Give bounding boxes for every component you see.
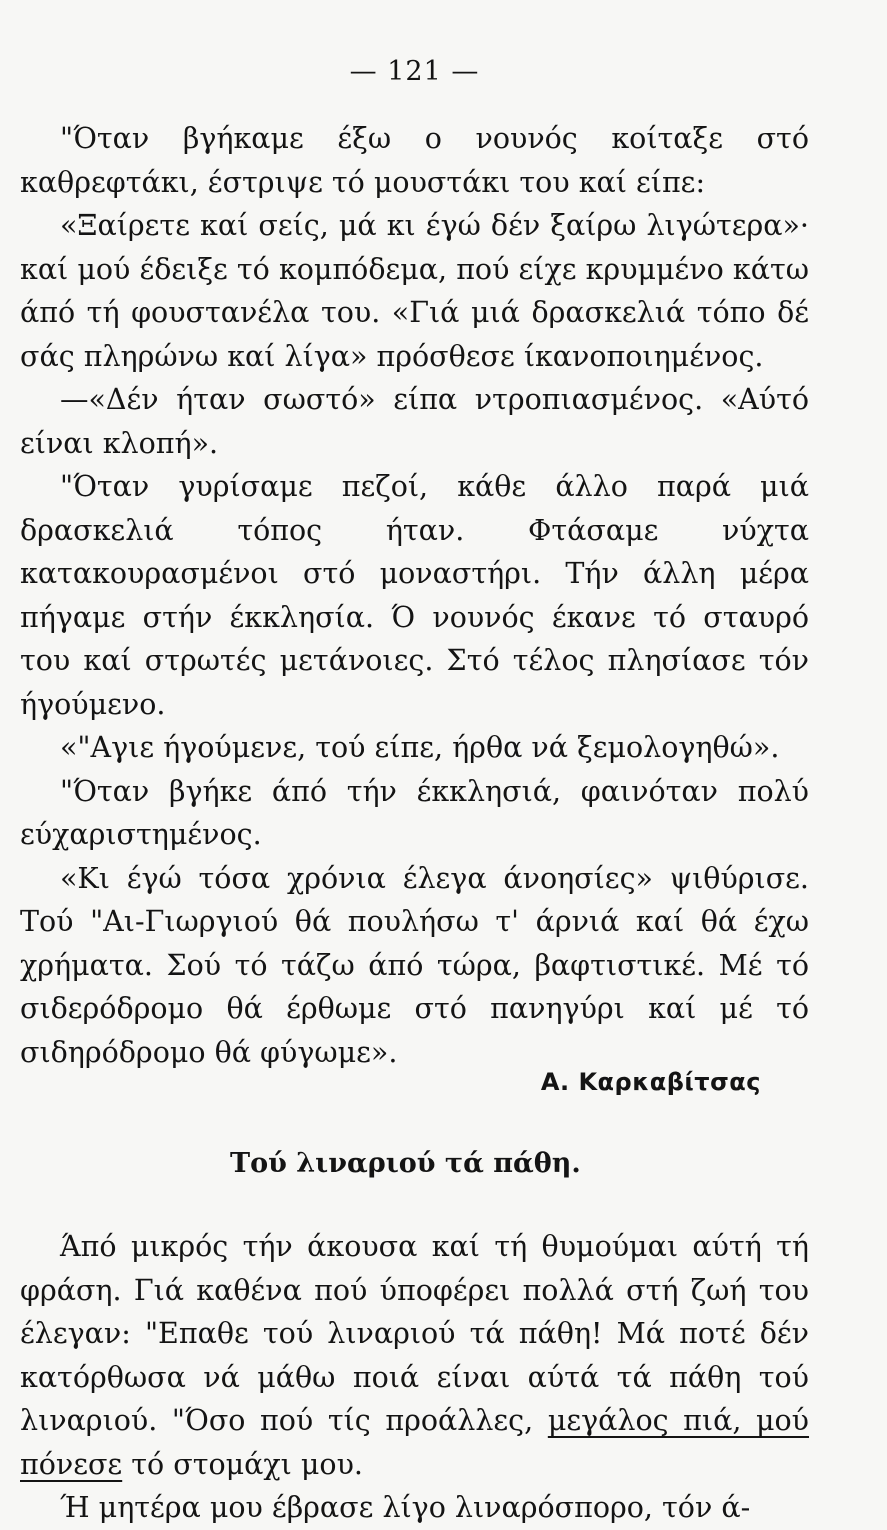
paragraph: «"Αγιε ήγούμενε, τού είπε, ήρθα νά ξεμολογηθώ». [60, 731, 780, 764]
paragraph-text: τό στομάχι μου. [122, 1447, 363, 1481]
page-number: — 121 — [349, 56, 480, 87]
paragraph: "Όταν βγήκε άπό τήν έκκλησιά, φαινόταν πολύ εύχαριστημένος. [20, 774, 809, 851]
paragraph [20, 1225, 809, 1486]
paragraph: —«Δέν ήταν σωστό» είπα ντροπιασμένος. «Αύτό είναι κλοπή». [20, 383, 809, 460]
paragraph: «Κι έγώ τόσα χρόνια έλεγα άνοησίες» ψιθύρισε. Τού "Αι-Γιωργιού θά πουλήσω τ' άρνιά καί θά έχω χρήματα. Σού τό τάζω άπό τώρα, βαφτιστικέ. Μέ τό σιδερόδρομο θά έρθωμε στό πανηγύρι καί μέ τό σιδηρόδρομο θά φύγωμε». [20, 861, 809, 1069]
section-heading: Τού λιναριού τά πάθη. [230, 1148, 581, 1179]
paragraph-text: Άπό μικρός τήν άκουσα καί τή θυμούμαι αύτή τή φράση. Γιά καθένα πού ύποφέρει πολλά στή ζωή του έλεγαν: "Επαθε τού λιναριού τά πάθη! Μά ποτέ δέν κατόρθωσα νά μάθω ποιά είναι αύτά τά πάθη τού λιναριού. "Όσο πού τίς προάλλες, [20, 1230, 809, 1437]
paragraph: Ή μητέρα μου έβρασε λίγο λιναρόσπορο, τόν ά- [60, 1491, 751, 1524]
paragraph: "Όταν γυρίσαμε πεζοί, κάθε άλλο παρά μιά δρασκελιά τόπος ήταν. Φτάσαμε νύχτα κατακουρασμένοι στό μοναστήρι. Τήν άλλη μέρα πήγαμε στήν έκκλησία. Ό νουνός έκανε τό σταυρό του καί στρωτές μετάνοιες. Στό τέλος πλησίασε τόν ήγούμενο. [20, 470, 809, 721]
paragraph: «Ξαίρετε καί σείς, μά κι έγώ δέν ξαίρω λιγώτερα»· καί μού έδειξε τό κομπόδεμα, πού είχε κρυμμένο κάτω άπό τή φουστανέλα του. «Γιά μιά δρασκελιά τόπο δέ σάς πληρώνω καί λίγα» πρόσθεσε ίκανοποιημένος. [20, 209, 809, 373]
paragraph: "Όταν βγήκαμε έξω ο νουνός κοίταξε στό καθρεφτάκι, έστριψε τό μουστάκι του καί είπε: [20, 122, 809, 199]
underlined-text: μεγάλος πιά, μού πόνεσε [20, 1404, 810, 1481]
author-signature: Α. Καρκαβίτσας [540, 1068, 761, 1096]
